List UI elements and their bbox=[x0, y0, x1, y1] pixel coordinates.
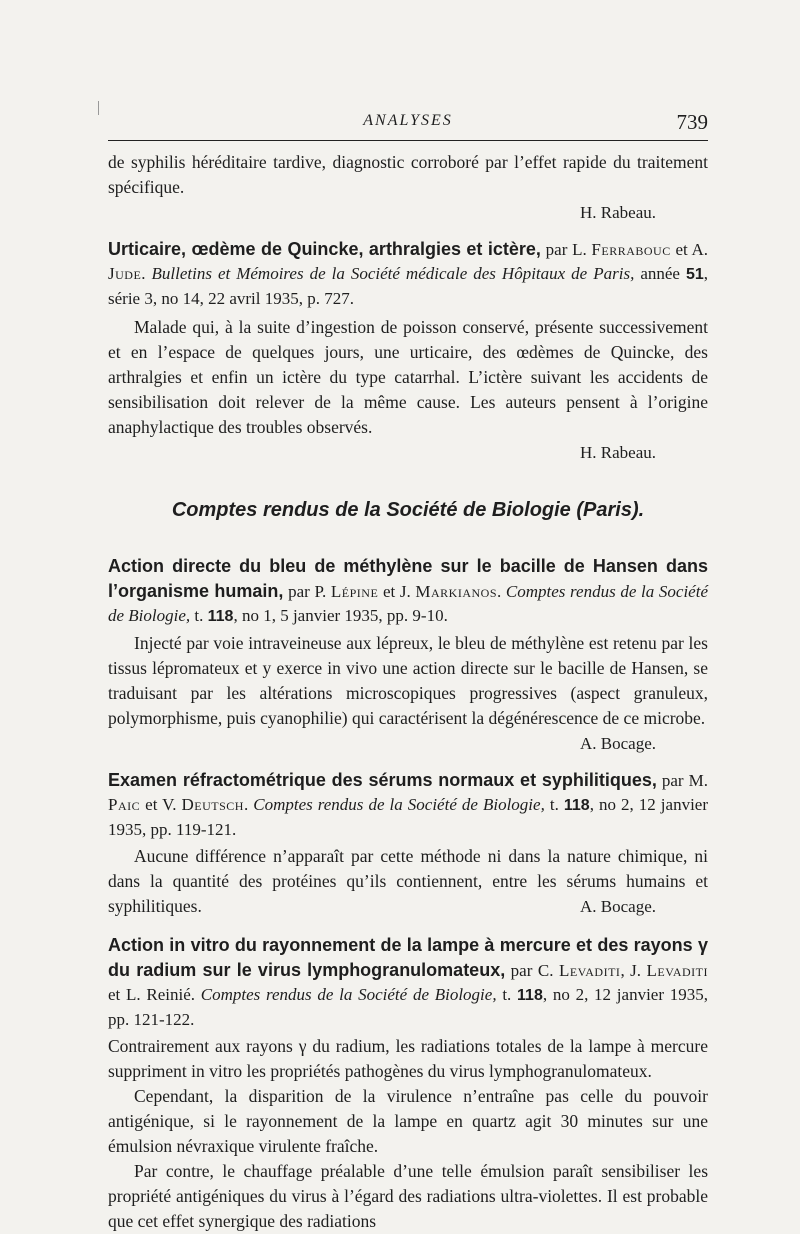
authors-after: . bbox=[141, 264, 152, 283]
author-name: Ferrabouc bbox=[591, 240, 671, 259]
article-reference bbox=[108, 768, 708, 842]
journal-name: Bulletins et Mémoires de la Société médicale des Hôpitaux de Paris, bbox=[151, 264, 635, 283]
ref-post: , série 3, no 14, 22 avril 1935, p. 727. bbox=[108, 264, 709, 308]
authors-prefix: par P. bbox=[283, 582, 331, 601]
article-refractometrie bbox=[108, 768, 708, 919]
running-head: ANALYSES bbox=[363, 112, 453, 129]
article-body-paragraph: Contrairement aux rayons γ du radium, les radiations totales de la lampe à mercure suppriment in vitro les propriétés pathogènes du virus lymphogranulomateux. bbox=[108, 1036, 708, 1081]
page-header bbox=[108, 110, 708, 138]
page-content bbox=[108, 150, 708, 1234]
authors-between: et J. bbox=[378, 582, 416, 601]
ref-pre: t. bbox=[496, 985, 518, 1004]
ref-post: , no 2, 12 janvier 1935, pp. 121-122. bbox=[108, 985, 708, 1029]
ref-post: , no 2, 12 janvier 1935, pp. 119-121. bbox=[108, 795, 709, 839]
article-reference bbox=[108, 237, 708, 311]
article-body: Aucune différence n’apparaît par cette méthode ni dans la nature chimique, ni dans la quantité des protéines qu’ils contiennent, entre les sérums humains et syphilitiques. bbox=[108, 846, 708, 916]
author-name: Deutsch bbox=[181, 795, 244, 814]
authors-prefix: par C. bbox=[505, 961, 559, 980]
article-urticaire bbox=[108, 237, 708, 465]
authors-after: et L. Reinié. bbox=[108, 985, 201, 1004]
authors-after: . bbox=[243, 795, 254, 814]
article-body: Malade qui, à la suite d’ingestion de poisson conservé, présente successivement et en l’espace de quelques jours, une urticaire, des œdèmes de Quincke, des arthralgies et enfin un ictère du type catarrhal. L’ictère suivant les accidents de sensibilisation doit relever de la même cause. Les auteurs pensent à l’origine anaphylactique des troubles observés. bbox=[108, 317, 708, 437]
article-signature: A. Bocage. bbox=[579, 897, 656, 916]
volume-number: 51 bbox=[685, 266, 704, 283]
article-signature: A. Bocage. bbox=[579, 734, 656, 753]
authors-prefix: par M. bbox=[656, 771, 708, 790]
journal-name: Comptes rendus de la Société de Biologie, bbox=[253, 795, 545, 814]
journal-name: Comptes rendus de la Société de Biologie, bbox=[108, 582, 708, 625]
ref-post: , no 1, 5 janvier 1935, pp. 9-10. bbox=[233, 606, 448, 625]
volume-number: 118 bbox=[517, 987, 543, 1004]
ref-pre: t. bbox=[544, 795, 564, 814]
article-title: Action in vitro du rayonnement de la lampe à mercure et des rayons γ du radium sur le virus lymphogranulomateux, bbox=[108, 935, 708, 980]
authors-prefix: par L. bbox=[540, 240, 592, 259]
margin-mark bbox=[98, 101, 99, 115]
article-body-paragraph: Par contre, le chauffage préalable d’une telle émulsion paraît sensibiliser les propriété antigéniques du virus à l’égard des radiations ultra-violettes. Il est probable que cet effet synergique des radiations bbox=[108, 1161, 708, 1231]
author-name: Levaditi bbox=[558, 961, 621, 980]
header-rule bbox=[108, 140, 708, 141]
ref-pre: année bbox=[634, 264, 686, 283]
article-title: Urticaire, œdème de Quincke, arthralgies et ictère, bbox=[108, 239, 541, 259]
intro-text: de syphilis héréditaire tardive, diagnostic corroboré par l’effet rapide du traitement spécifique. bbox=[108, 152, 708, 197]
article-body-paragraph: Cependant, la disparition de la virulence n’entraîne pas celle du pouvoir antigénique, si le rayonnement de la lampe en quartz agit 30 minutes sur une émulsion névraxique virulente fraîche. bbox=[108, 1086, 708, 1156]
article-title: Examen réfractométrique des sérums normaux et syphilitiques, bbox=[108, 770, 657, 790]
authors-after: . bbox=[497, 582, 506, 601]
ref-pre: t. bbox=[190, 606, 208, 625]
article-body: Injecté par voie intraveineuse aux lépreux, le bleu de méthylène est retenu par les tissus lépromateux et y exerce in vivo une action directe sur le bacille de Hansen, se traduisant par les altérations microscopiques progressives (aspect granuleux, polymorphisme, puis cyanophilie) qui caractérisent la dégénérescence de ce microbe. bbox=[108, 633, 708, 728]
volume-number: 118 bbox=[563, 797, 590, 814]
article-lampe-mercure bbox=[108, 933, 708, 1234]
page-number: 739 bbox=[676, 110, 708, 134]
authors-between: , J. bbox=[620, 961, 647, 980]
section-title: Comptes rendus de la Société de Biologie (Paris). bbox=[171, 499, 645, 521]
journal-name: Comptes rendus de la Société de Biologie, bbox=[200, 985, 497, 1004]
author-name: Lépine bbox=[330, 582, 379, 601]
author-name: Levaditi bbox=[646, 961, 709, 980]
article-title: Action directe du bleu de méthylène sur le bacille de Hansen dans l’organisme humain, bbox=[108, 556, 708, 601]
author-name: Paic bbox=[108, 795, 141, 814]
authors-between: et V. bbox=[140, 795, 182, 814]
article-reference bbox=[108, 933, 708, 1032]
article-bleu-methylene bbox=[108, 554, 708, 756]
author-name: Jude bbox=[108, 264, 142, 283]
authors-between: et A. bbox=[670, 240, 709, 259]
article-signature: H. Rabeau. bbox=[579, 443, 656, 462]
author-name: Markianos bbox=[415, 582, 497, 601]
intro-signature: H. Rabeau. bbox=[579, 203, 656, 222]
article-reference bbox=[108, 554, 708, 629]
volume-number: 118 bbox=[207, 608, 234, 625]
